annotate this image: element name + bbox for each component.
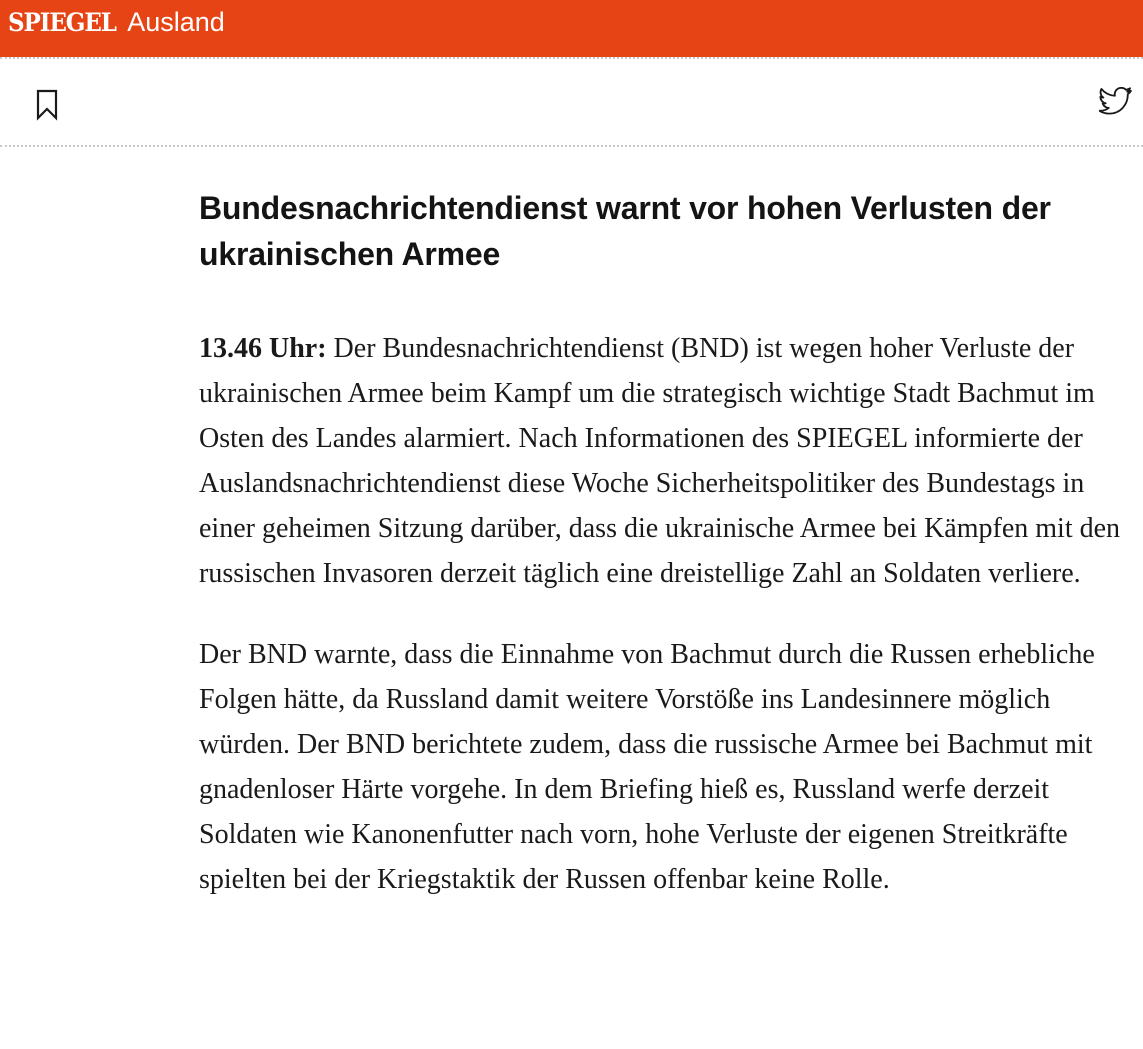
- article-body: [199, 185, 1129, 902]
- paragraph-1-text: Der Bundesnachrichtendienst (BND) ist wegen hoher Verluste der ukrainischen Armee beim Kampf um die strategisch wichtige Stadt Bachmut im Osten des Landes alarmiert. Nach Informationen des SPIEGEL informierte der Auslandsnachrichtendienst diese Woche Sicherheitspolitiker des Bundestags in einer geheimen Sitzung darüber, dass die ukrainische Armee bei Kämpfen mit den russischen Invasoren derzeit täglich eine dreistellige Zahl an Soldaten verliere.: [199, 333, 1121, 589]
- bookmark-icon: [36, 89, 58, 121]
- twitter-share-button[interactable]: [1098, 86, 1134, 118]
- spiegel-logo[interactable]: SPIEGEL: [8, 8, 116, 37]
- bookmark-button[interactable]: [33, 88, 61, 122]
- header-divider: [0, 57, 1143, 59]
- article-paragraph-1: [199, 326, 1129, 596]
- site-header: [0, 0, 1143, 57]
- toolbar-divider: [0, 145, 1143, 147]
- section-link-ausland[interactable]: Ausland: [127, 7, 225, 37]
- article-paragraph-2: Der BND warnte, dass die Einnahme von Bachmut durch die Russen erhebliche Folgen hätte, da Russland damit weitere Vorstöße ins Landesinnere möglich würden. Der BND berichtete zudem, dass die russische Armee bei Bachmut mit gnadenloser Härte vorgehe. In dem Briefing hieß es, Russland werfe derzeit Soldaten wie Kanonenfutter nach vorn, hohe Verluste der eigenen Streitkräfte spielten bei der Kriegstaktik der Russen offenbar keine Rolle.: [199, 639, 1095, 895]
- twitter-icon: [1099, 87, 1133, 117]
- article-headline: Bundesnachrichtendienst warnt vor hohen Verlusten der ukrainischen Armee: [199, 190, 1051, 272]
- update-timestamp: 13.46 Uhr:: [199, 333, 327, 364]
